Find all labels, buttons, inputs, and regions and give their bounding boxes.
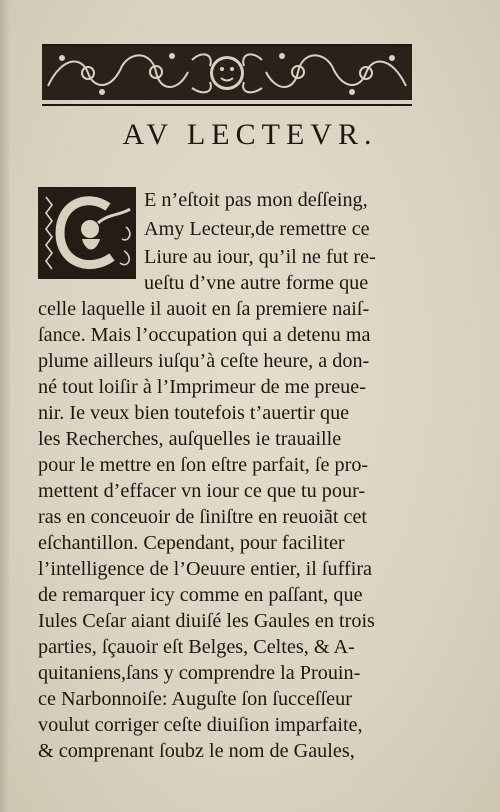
body-line: ueſtu d’vne autre forme que	[144, 272, 369, 294]
body-line: quitaniens,ſans y comprendre la Prouin-	[38, 662, 361, 684]
body-line: mettent d’effacer vn iour ce que tu pour-	[38, 480, 366, 502]
ornamental-headpiece	[42, 44, 412, 106]
body-line: ſance. Mais l’occupation qui a detenu ma	[38, 324, 371, 346]
body-line: de remarquer icy comme en paſſant, que	[38, 584, 363, 606]
body-line: né tout loiſir à l’Imprimeur de me preue-	[38, 376, 366, 398]
body-line: parties, ſçauoir eſt Belges, Celtes, & A-	[38, 636, 355, 658]
body-line: ras en conceuoir de ſiniſtre en reuoiãt cet	[38, 506, 368, 528]
body-line: les Recherches, auſquelles ie trauaille	[38, 428, 342, 450]
body-line: voulut corriger ceſte diuiſion imparfaite,	[38, 714, 363, 736]
body-line: E n’eſtoit pas mon deſſeing,	[144, 189, 368, 211]
body-line: celle laquelle il auoit en ſa premiere naiſ-	[38, 298, 370, 320]
initial-letter-text: C	[87, 241, 88, 242]
body-line: ce Narbonnoiſe: Auguſte ſon ſucceſſeur	[38, 688, 352, 710]
body-line: l’intelligence de l’Oeuure entier, il ſuffira	[38, 558, 373, 580]
body-line: plume ailleurs iuſqu’à ceſte heure, a don-	[38, 350, 370, 372]
page-heading: AV LECTEVR.	[122, 118, 378, 151]
body-line: eſchantillon. Cependant, pour faciliter	[38, 532, 345, 554]
decorated-initial-letter	[38, 187, 136, 279]
body-line: nir. Ie veux bien toutefois t’auertir que	[38, 402, 350, 424]
body-line: Iules Ceſar aiant diuiſé les Gaules en trois	[38, 610, 375, 632]
body-line: Amy Lecteur,de remettre ce	[144, 218, 370, 240]
body-line: & comprenant ſoubz le nom de Gaules,	[38, 740, 355, 762]
body-line: pour le mettre en ſon eſtre parfait, ſe pro-	[38, 454, 369, 476]
body-line: Liure au iour, qu’il ne fut re-	[144, 246, 376, 268]
